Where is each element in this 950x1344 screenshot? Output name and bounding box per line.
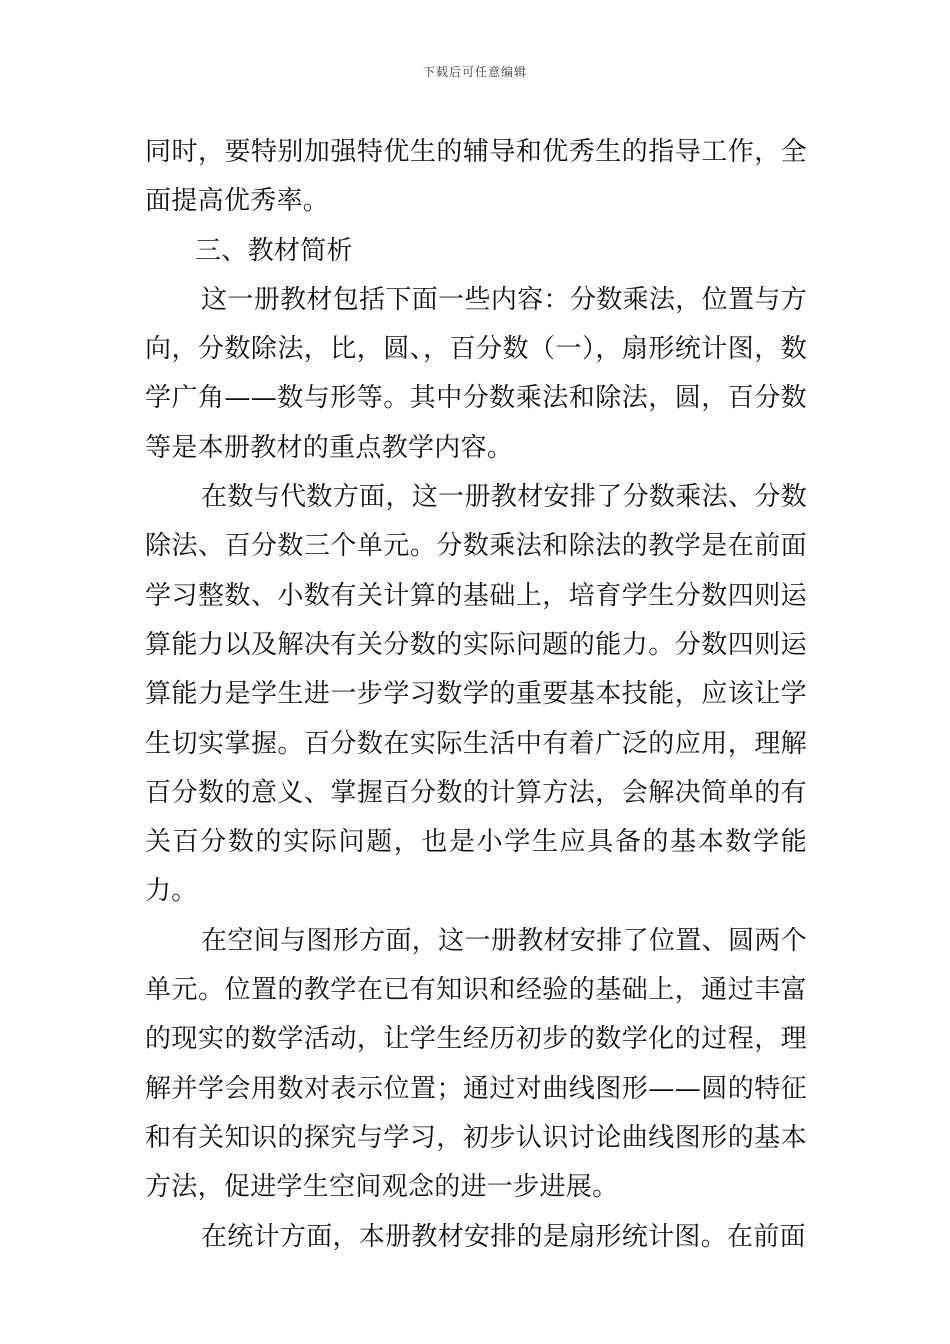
paragraph-statistics: 在统计方面，本册教材安排的是扇形统计图。在前面	[201, 1221, 806, 1252]
page-header: 下载后可任意编辑	[422, 65, 527, 79]
paragraph-continuation: 同时，要特别加强特优生的辅导和优秀生的指导工作，全面提高优秀率。	[145, 137, 807, 217]
paragraph-number-algebra: 在数与代数方面，这一册教材安排了分数乘法、分数除法、百分数三个单元。分数乘法和除法的教学是在前面学习整数、小数有关计算的基础上，培育学生分数四则运算能力以及解决有关分数的实际问题的能力。分数四则运算能力是学生进一步学习数学的重要基本技能，应该让学生切实掌握。百分数在实际生活中有着广泛的应用，理解百分数的意义、掌握百分数的计算方法，会解决简单的有关百分数的实际问题，也是小学生应具备的基本数学能力。	[145, 482, 807, 907]
paragraph-space-geometry: 在空间与图形方面，这一册教材安排了位置、圆两个单元。位置的教学在已有知识和经验的基础上，通过丰富的现实的数学活动，让学生经历初步的数学化的过程，理解并学会用数对表示位置；通过对曲线图形——圆的特征和有关知识的探究与学习，初步认识讨论曲线图形的基本方法，促进学生空间观念的进一步进展。	[145, 925, 807, 1203]
paragraph-contents-overview: 这一册教材包括下面一些内容：分数乘法，位置与方向，分数除法，比，圆、，百分数（一），扇形统计图，数学广角——数与形等。其中分数乘法和除法，圆，百分数等是本册教材的重点教学内容。	[145, 284, 807, 463]
section-heading: 三、教材简析	[195, 235, 353, 266]
document-body	[145, 128, 807, 1262]
